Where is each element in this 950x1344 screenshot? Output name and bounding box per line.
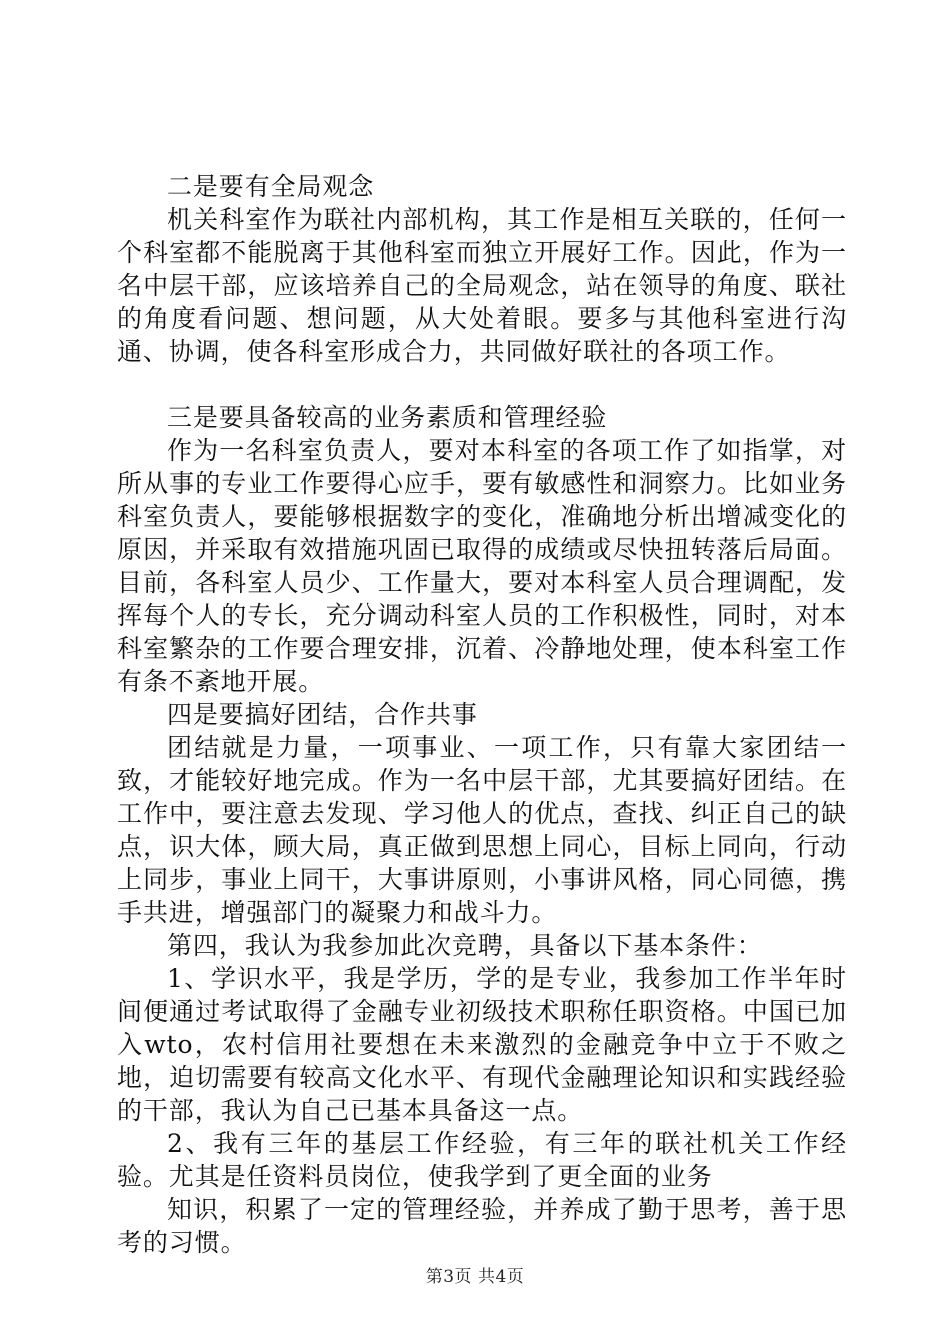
paragraph-business-quality: 作为一名科室负责人，要对本科室的各项工作了如指掌，对所从事的专业工作要得心应手，要有敏感性和洞察力。比如业务科室负责人，要能够根据数字的变化，准确地分析出增减变化的原因，并采取有效措施巩固已取得的成绩或尽快扭转落后局面。目前，各科室人员少、工作量大，要对本科室人员合理调配，发挥每个人的专长，充分调动科室人员的工作积极性，同时，对本科室繁杂的工作要合理安排，沉着、冷静地处理，使本科室工作有条不紊地开展。 xyxy=(117,436,847,696)
paragraph-condition-1: 1、学识水平，我是学历，学的是专业，我参加工作半年时间便通过考试取得了金融专业初级技术职称任职资格。中国已加入wto，农村信用社要想在未来激烈的金融竞争中立于不败之地，迫切需要有较高文化水平、有现代金融理论知识和实践经验的干部，我认为自己已基本具备这一点。 xyxy=(117,964,847,1125)
paragraph-conditions-intro: 第四，我认为我参加此次竞聘，具备以下基本条件： xyxy=(167,931,763,960)
heading-business-quality: 三是要具备较高的业务素质和管理经验 xyxy=(167,403,608,432)
paragraph-global-view: 机关科室作为联社内部机构，其工作是相互关联的，任何一个科室都不能脱离于其他科室而独立开展好工作。因此，作为一名中层干部，应该培养自己的全局观念，站在领导的角度、联社的角度看问题、想问题，从大处着眼。要多与其他科室进行沟通、协调，使各科室形成合力，共同做好联社的各项工作。 xyxy=(117,205,847,366)
paragraph-gap xyxy=(117,368,847,401)
heading-unity: 四是要搞好团结，合作共事 xyxy=(167,700,478,729)
paragraph-condition-2: 2、我有三年的基层工作经验，有三年的联社机关工作经验。尤其是任资料员岗位，使我学到了更全面的业务 xyxy=(117,1129,847,1191)
page-footer xyxy=(0,1262,950,1287)
paragraph-condition-2-continued: 知识，积累了一定的管理经验，并养成了勤于思考，善于思考的习惯。 xyxy=(117,1195,847,1257)
paragraph-unity: 团结就是力量，一项事业、一项工作，只有靠大家团结一致，才能较好地完成。作为一名中层干部，尤其要搞好团结。在工作中，要注意去发现、学习他人的优点，查找、纠正自己的缺点，识大体，顾大局，真正做到思想上同心，目标上同向，行动上同步，事业上同干，大事讲原则，小事讲风格，同心同德，携手共进，增强部门的凝聚力和战斗力。 xyxy=(117,733,847,927)
heading-global-view: 二是要有全局观念 xyxy=(167,172,375,201)
document-body xyxy=(117,170,847,1259)
page-number-label: 第3页 共4页 xyxy=(425,1267,525,1287)
